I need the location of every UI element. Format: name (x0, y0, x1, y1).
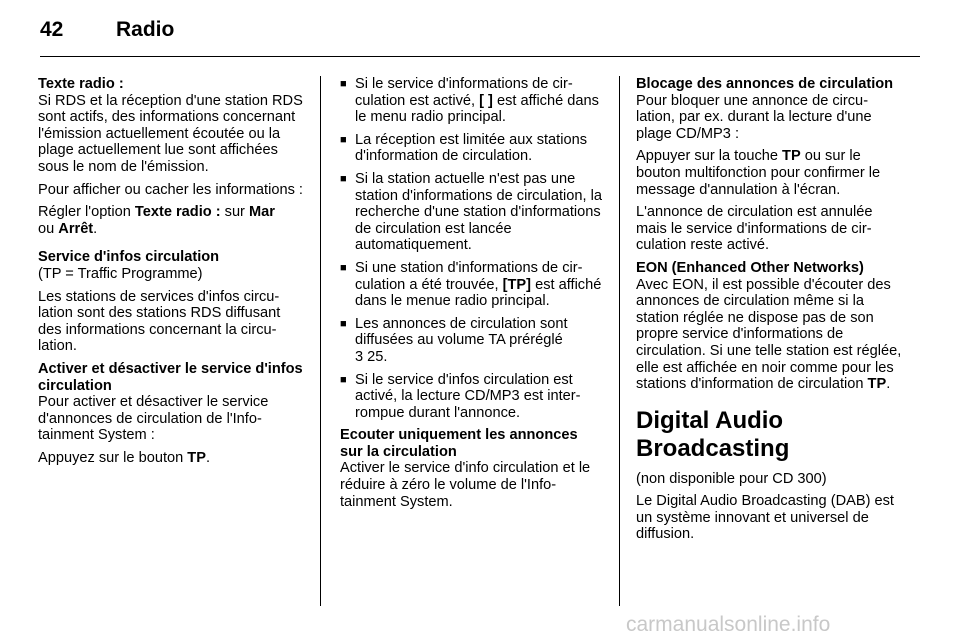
column-1 (38, 76, 304, 472)
paragraph: Les stations de services d'infos circulation sont des stations RDS diffusant des informations concernant la circulation. (38, 288, 281, 355)
list-item: ■ Si la station actuelle n'est pas une station d'informations de circulation, la recherche d'une station d'informations de circulation est lancée automatiquement. (340, 170, 602, 254)
list-item: ■ La réception est limitée aux stations d'information de circulation. (340, 131, 588, 165)
page-header (40, 16, 920, 50)
list-item: ■ Si le service d'informations de circulation est activé, [ ] est affiché dans le menu radio principal. (340, 76, 599, 126)
page-reference-link[interactable]: 3 25. (355, 348, 388, 365)
paragraph: (TP = Traffic Programme) (38, 265, 203, 282)
heading-activer: Activer et désactiver le service d'infos circulation (38, 360, 303, 394)
bullet-icon: ■ (340, 261, 347, 274)
paragraph: Activer le service d'info circulation et le réduire à zéro le volume de l'Infotainment System. (340, 460, 591, 510)
paragraph: Régler l'option Texte radio : sur Mar ou Arrêt. (38, 204, 275, 237)
heading-texte-radio: Texte radio : (38, 76, 124, 92)
paragraph: (non disponible pour CD 300) (636, 470, 827, 487)
list-item: ■ Si le service d'infos circulation est activé, la lecture CD/MP3 est interrompue durant l'annonce. (340, 371, 581, 421)
bullet-icon: ■ (340, 317, 347, 330)
watermark: carmanualsonline.info (626, 613, 831, 636)
heading-ecouter: Ecouter uniquement les annonces sur la circulation (340, 427, 578, 460)
column-divider (320, 76, 321, 606)
paragraph: Le Digital Audio Broadcasting (DAB) est un système innovant et universel de diffusion. (636, 493, 894, 543)
bullet-list (340, 76, 602, 421)
page-number: 42 (40, 18, 64, 41)
bullet-icon: ■ (340, 78, 347, 90)
section-title: Radio (116, 18, 175, 41)
heading-digital-audio-broadcasting: Digital Audio Broadcasting (636, 406, 790, 462)
paragraph: Pour bloquer une annonce de circulation, par ex. durant la lecture d'une plage CD/MP3 : (636, 92, 872, 142)
heading-service-infos: Service d'infos circulation (38, 249, 220, 266)
paragraph: Avec EON, il est possible d'écouter des annonces de circulation même si la station réglée ne dispose pas de son propre service d'informations de circulation. Si une telle station est réglée, elle est affichée en noir comme pour les stations d'information de circulation TP. (636, 276, 902, 393)
column-3 (636, 76, 902, 549)
heading-eon: EON (Enhanced Other Networks) (636, 259, 864, 276)
paragraph: Si RDS et la réception d'une station RDS sont actifs, des informations concernant l'émission actuellement écoutée ou la plage actuellement lue sont affichées sous le nom de l'émission. (38, 92, 303, 175)
list-item: ■ Si une station d'informations de circulation a été trouvée, [TP] est affiché dans le menue radio principal. (340, 259, 602, 310)
heading-blocage: Blocage des annonces de circulation (636, 76, 894, 92)
paragraph: Appuyer sur la touche TP ou sur le bouton multifonction pour confirmer le message d'annulation à l'écran. (636, 148, 881, 198)
paragraph: L'annonce de circulation est annulée mais le service d'informations de circulation reste activé. (636, 204, 873, 254)
paragraph: Pour activer et désactiver le service d'annonces de circulation de l'Infotainment System : (38, 394, 269, 444)
header-rule (40, 56, 920, 57)
list-item: ■ Les annonces de circulation sont diffusées au volume TA préréglé 3 25. (340, 315, 568, 365)
bullet-icon: ■ (340, 133, 347, 146)
bullet-icon: ■ (340, 172, 347, 185)
column-2 (340, 76, 602, 516)
paragraph: Pour afficher ou cacher les informations : (38, 181, 303, 198)
bullet-icon: ■ (340, 373, 347, 386)
column-divider (619, 76, 620, 606)
paragraph: Appuyez sur le bouton TP. (38, 449, 210, 466)
